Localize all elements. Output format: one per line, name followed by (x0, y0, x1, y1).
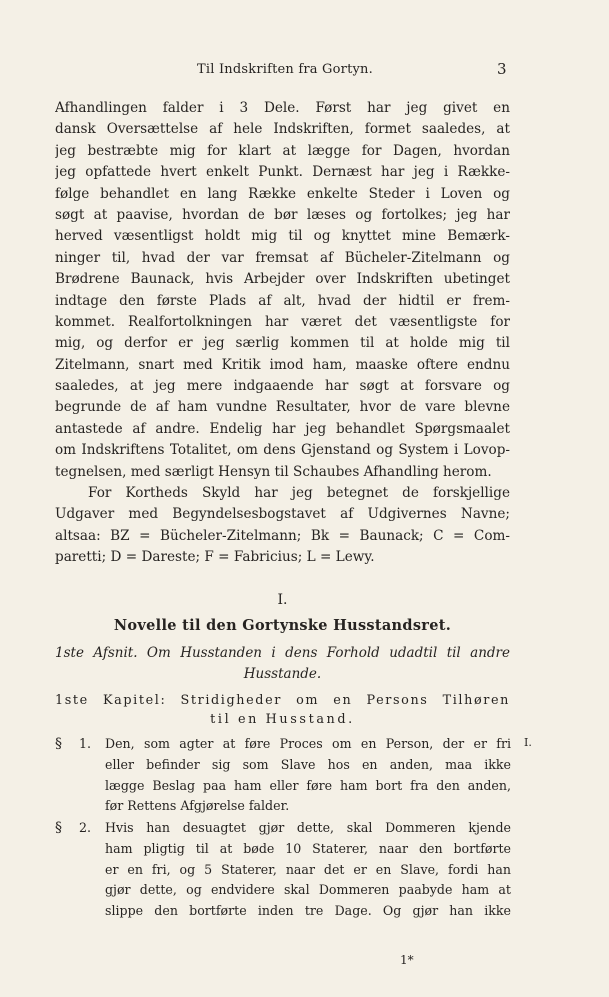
paragraph-section-1 (55, 734, 515, 817)
text-line: ninger til, hvad der var fremsat af Bücheler-Zitelmann og (55, 249, 510, 266)
section-text-line: er en fri, og 5 Staterer, naar det er en Slave, fordi han (105, 861, 511, 877)
text-line: Afhandlingen falder i 3 Dele. Først har jeg givet en (55, 100, 510, 116)
text-line: altsaa: BZ = Bücheler-Zitelmann; Bk = Baunack; C = Com- (55, 527, 510, 544)
text-line: tegnelsen, med særligt Hensyn til Schaubes Afhandling herom. (55, 463, 492, 480)
text-line: begrunde de af ham vundne Resultater, hvor de vare blevne (55, 399, 510, 416)
section-text-line: lægge Beslag paa ham eller føre ham bort fra den anden, (105, 777, 511, 793)
paragraph-section-2 (55, 818, 515, 922)
text-line: jeg bestræbte mig for klart at lægge for Dagen, hvordan (55, 142, 510, 159)
text-line: dansk Oversættelse af hele Indskriften, formet saaledes, at (55, 121, 510, 138)
text-line: saaledes, at jeg mere indgaaende har søgt at forsvare og (55, 378, 510, 395)
signature-mark: 1* (400, 953, 414, 967)
text-line: søgt at paavise, hvordan de bør læses og fortolkes; jeg har (55, 206, 510, 223)
section-sign: § (55, 820, 62, 836)
section-number: 2. (79, 820, 92, 835)
intro-paragraph (55, 98, 510, 569)
section-text-line: slippe den bortførte inden tre Dage. Og gjør han ikke (105, 903, 511, 919)
section-text-line: før Rettens Afgjørelse falder. (105, 798, 290, 814)
chapter-title-cont: til en Husstand. (210, 712, 355, 727)
text-line: For Kortheds Skyld har jeg betegnet de forskjellige (88, 485, 510, 502)
section-sign: § (55, 736, 62, 752)
section-text-line: eller befinder sig som Slave hos en anden, maa ikke (105, 756, 511, 772)
text-line: følge behandlet en lang Række enkelte Steder i Loven og (55, 185, 510, 202)
text-line: mig, og derfor er jeg særlig kommen til at holde mig til (55, 335, 510, 352)
subsection-title-cont: Husstande. (243, 666, 322, 682)
section-number: 1. (79, 736, 92, 751)
section-text-line: Den, som agter at føre Proces om en Person, der er fri (105, 736, 511, 751)
subsection-title: 1ste Afsnit. Om Husstanden i dens Forhold udadtil til andre (55, 645, 510, 661)
section-title: Novelle til den Gortynske Husstandsret. (113, 617, 452, 634)
section-text-line: gjør dette, og endvidere skal Dommeren paabyde ham at (105, 882, 511, 898)
text-line: herved væsentligst holdt mig til og knyttet mine Bemærk- (55, 228, 510, 245)
text-line: Zitelmann, snart med Kritik imod ham, maaske oftere endnu (55, 356, 510, 373)
text-line: indtage den første Plads af alt, hvad der hidtil er frem- (55, 292, 510, 309)
text-line: om Indskriftens Totalitet, om dens Gjenstand og System i Lovop- (55, 442, 510, 459)
text-line: antastede af andre. Endelig har jeg behandlet Spørgsmaalet (55, 420, 510, 437)
text-line: paretti; D = Dareste; F = Fabricius; L = Lewy. (55, 549, 375, 566)
margin-note: I. (524, 736, 532, 749)
page-number: 3 (497, 60, 507, 78)
section-text-line: ham pligtig til at bøde 10 Staterer, naar den bortførte (105, 840, 511, 856)
section-roman-numeral: I. (277, 592, 288, 608)
text-line: kommet. Realfortolkningen har været det væsentligste for (55, 313, 510, 330)
running-title: Til Indskriften fra Gortyn. (197, 62, 373, 77)
text-line: jeg opfattede hvert enkelt Punkt. Dernæst har jeg i Række- (55, 164, 510, 181)
text-line: Brødrene Baunack, hvis Arbejder over Indskriften ubetinget (55, 271, 510, 288)
text-line: Udgaver med Begyndelsesbogstavet af Udgivernes Navne; (55, 506, 510, 523)
section-text-line: Hvis han desuagtet gjør dette, skal Dommeren kjende (105, 820, 511, 835)
chapter-title: 1ste Kapitel: Stridigheder om en Persons Tilhøren (55, 693, 510, 708)
